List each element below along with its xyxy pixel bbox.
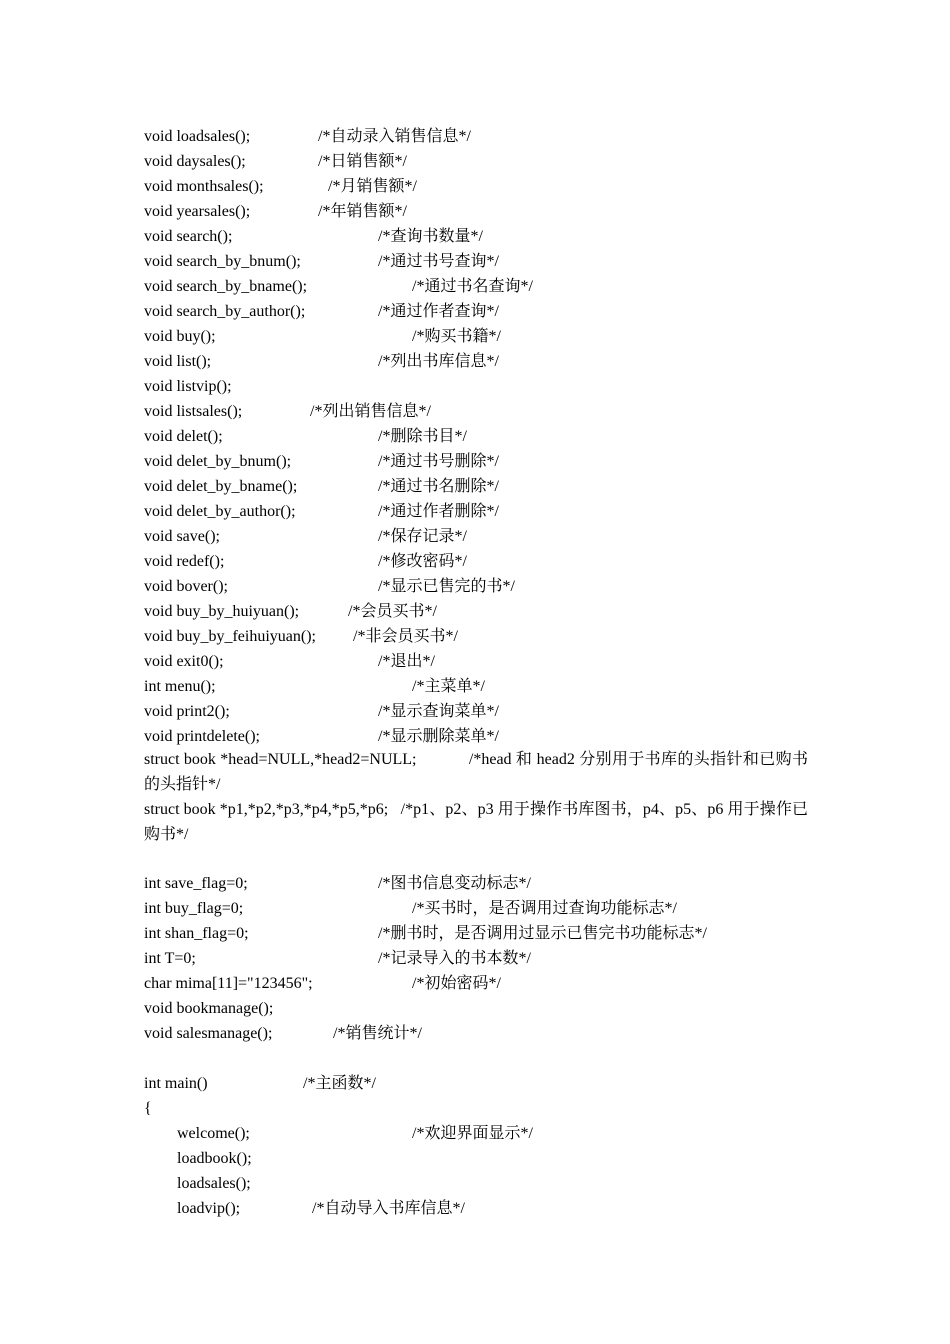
code-text: welcome(); [177,1125,250,1142]
code-text: void delet(); [144,428,223,445]
code-text: char mima[11]="123456"; [144,975,313,992]
code-text: void delet_by_bnum(); [144,453,292,470]
code-comment: /*非会员买书*/ [353,628,458,645]
code-text: void listvip(); [144,378,232,395]
code-text: void salesmanage(); [144,1025,273,1042]
code-text: void loadsales(); [144,128,251,145]
code-comment: /*列出销售信息*/ [310,403,431,420]
code-comment: /*显示删除菜单*/ [378,728,499,745]
code-comment: /*主菜单*/ [412,678,485,695]
code-text: int menu(); [144,678,216,695]
code-comment: /*通过书名查询*/ [412,278,533,295]
code-comment: /*通过书名删除*/ [378,478,499,495]
code-text: void list(); [144,353,212,370]
code-text: loadvip(); [177,1200,241,1217]
code-text: int buy_flag=0; [144,900,244,917]
code-comment: /*记录导入的书本数*/ [378,950,531,967]
code-comment: /*购买书籍*/ [412,328,501,345]
code-comment: /*月销售额*/ [328,178,417,195]
code-text: void buy_by_feihuiyuan(); [144,628,316,645]
code-text: void bookmanage(); [144,1000,274,1017]
code-text: loadbook(); [177,1150,252,1167]
code-text: void search_by_author(); [144,303,306,320]
code-text: void yearsales(); [144,203,251,220]
code-comment: /*通过书号删除*/ [378,453,499,470]
code-comment: /*自动导入书库信息*/ [312,1200,465,1217]
code-comment: /*年销售额*/ [318,203,407,220]
code-comment: /*退出*/ [378,653,435,670]
code-comment: /*销售统计*/ [333,1025,422,1042]
code-text: void daysales(); [144,153,246,170]
code-text: void buy_by_huiyuan(); [144,603,300,620]
code-text: int main() [144,1075,208,1092]
code-comment: /*保存记录*/ [378,528,467,545]
code-comment: /*通过作者查询*/ [378,303,499,320]
code-text: { [144,1100,152,1117]
code-text: void search_by_bnum(); [144,253,301,270]
code-comment: /*图书信息变动标志*/ [378,875,531,892]
code-text: void bover(); [144,578,228,595]
code-text: void redef(); [144,553,225,570]
code-text: void print2(); [144,703,230,720]
code-comment: /*通过书号查询*/ [378,253,499,270]
code-comment: /*会员买书*/ [348,603,437,620]
code-comment: /*删书时，是否调用过显示已售完书功能标志*/ [378,925,707,942]
code-paragraph: struct book *head=NULL,*head2=NULL; /*head 和 head2 分别用于书库的头指针和已购书的头指针*/ [144,751,808,793]
code-text: void search(); [144,228,233,245]
code-text: void delet_by_author(); [144,503,296,520]
code-comment: /*自动录入销售信息*/ [318,128,471,145]
code-text: void exit0(); [144,653,224,670]
code-comment: /*通过作者删除*/ [378,503,499,520]
code-comment: /*列出书库信息*/ [378,353,499,370]
code-comment: /*日销售额*/ [318,153,407,170]
code-comment: /*初始密码*/ [412,975,501,992]
code-text: loadsales(); [177,1175,251,1192]
code-comment: /*查询书数量*/ [378,228,483,245]
code-text: void search_by_bname(); [144,278,308,295]
code-text: void save(); [144,528,220,545]
code-text: int save_flag=0; [144,875,248,892]
code-paragraph: struct book *p1,*p2,*p3,*p4,*p5,*p6; /*p1、p2、p3 用于操作书库图书，p4、p5、p6 用于操作已购书*/ [144,801,808,843]
code-comment: /*修改密码*/ [378,553,467,570]
code-comment: /*删除书目*/ [378,428,467,445]
code-text: void buy(); [144,328,216,345]
code-text: void printdelete(); [144,728,260,745]
code-text: void listsales(); [144,403,243,420]
code-text: int shan_flag=0; [144,925,249,942]
code-text: int T=0; [144,950,196,967]
code-comment: /*欢迎界面显示*/ [412,1125,533,1142]
code-text: void monthsales(); [144,178,264,195]
code-comment: /*买书时，是否调用过查询功能标志*/ [412,900,677,917]
code-comment: /*显示已售完的书*/ [378,578,515,595]
code-comment: /*主函数*/ [303,1075,376,1092]
code-text: void delet_by_bname(); [144,478,298,495]
code-comment: /*显示查询菜单*/ [378,703,499,720]
